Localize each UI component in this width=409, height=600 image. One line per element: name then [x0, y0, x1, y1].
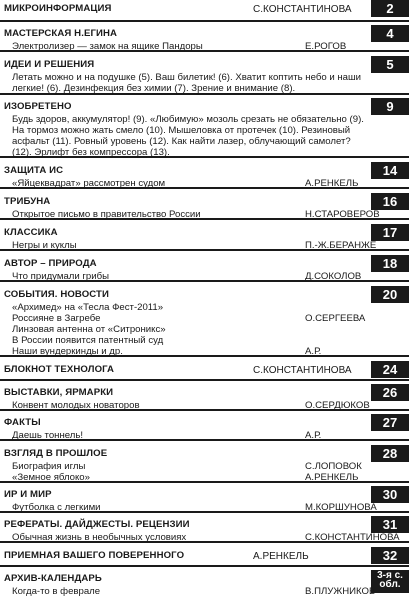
page-number: 24: [371, 361, 409, 378]
toc-section: [0, 286, 409, 357]
toc-section: [0, 25, 409, 52]
toc-section: [0, 98, 409, 158]
page-number: 9: [371, 98, 409, 115]
list-item: [12, 41, 369, 52]
page-number: 27: [371, 414, 409, 431]
toc-section: [0, 255, 409, 282]
page-number: 17: [371, 224, 409, 241]
list-item: [12, 302, 369, 313]
article-title: Футболка с легкими: [12, 502, 101, 513]
section-title: МИКРОИНФОРМАЦИЯ: [4, 3, 112, 14]
page-number: 3-я с. обл.: [371, 570, 409, 593]
section-title: ПРИЕМНАЯ ВАШЕГО ПОВЕРЕННОГО: [4, 550, 185, 561]
section-title: АРХИВ-КАЛЕНДАРЬ: [4, 573, 102, 584]
list-item: [12, 532, 400, 543]
list-item: [12, 346, 369, 357]
list-item: [12, 335, 369, 346]
article-title: Даешь тоннель!: [12, 430, 84, 441]
page-number: 2: [371, 0, 409, 17]
toc-section: [0, 486, 409, 513]
section-title: КЛАССИКА: [4, 227, 58, 238]
list-item: [12, 502, 377, 513]
toc-section: [0, 516, 409, 543]
toc-section: [0, 384, 409, 411]
list-item: [12, 271, 369, 282]
page-number: 20: [371, 286, 409, 303]
list-item: [12, 240, 377, 251]
section-author: С.КОНСТАНТИНОВА: [253, 4, 352, 15]
article-title: «Земное яблоко»: [12, 472, 90, 483]
page-number: 32: [371, 547, 409, 564]
toc-section: [0, 414, 409, 441]
toc-section: [0, 0, 409, 22]
article-title: Конвент молодых новаторов: [12, 400, 140, 411]
list-item: [12, 472, 369, 483]
article-title: Электролизер — замок на ящике Пандоры: [12, 41, 203, 52]
article-title: Линзовая антенна от «Ситроникс»: [12, 324, 166, 335]
article-author: Е.РОГОВ: [305, 41, 347, 52]
page-number: 4: [371, 25, 409, 42]
toc-section: [0, 224, 409, 251]
section-title: ФАКТЫ: [4, 417, 41, 428]
page-number: 31: [371, 516, 409, 533]
toc-section: [0, 162, 409, 189]
article-author: М.КОРШУНОВА: [305, 502, 377, 513]
list-item: [12, 178, 369, 189]
article-title: «Яйцеквадрат» рассмотрен судом: [12, 178, 166, 189]
article-title: Наши вундеркинды и др.: [12, 346, 123, 357]
article-author: А.Р.: [305, 346, 322, 357]
article-author: С.КОНСТАНТИНОВА: [305, 532, 400, 543]
list-item: [12, 324, 369, 335]
article-author: О.СЕРГЕЕВА: [305, 313, 366, 324]
article-author: А.РЕНКЕЛЬ: [305, 472, 359, 483]
list-item: [12, 430, 369, 441]
page-number: 26: [371, 384, 409, 401]
section-title: ИДЕИ И РЕШЕНИЯ: [4, 59, 95, 70]
page-number: 28: [371, 445, 409, 462]
section-title: ИР И МИР: [4, 489, 52, 500]
toc-section: [0, 193, 409, 220]
article-author: А.РЕНКЕЛЬ: [305, 178, 359, 189]
article-author: О.СЕРДЮКОВ: [305, 400, 370, 411]
toc-section: [0, 547, 409, 567]
section-paragraph: Летать можно и на подушке (5). Ваш билетик! (6). Хватит коптить небо и наши легкие! (6). Дезинфекция без химии (7). Зрение и внимание (8).: [12, 72, 362, 94]
article-title: Что придумали грибы: [12, 271, 109, 282]
article-title: Россияне в Загребе: [12, 313, 101, 324]
toc-section: [0, 361, 409, 381]
section-title: СОБЫТИЯ. НОВОСТИ: [4, 289, 110, 300]
article-title: «Архимед» на «Тесла Фест-2011»: [12, 302, 164, 313]
list-item: [12, 400, 369, 411]
section-title: МАСТЕРСКАЯ Н.ЕГИНА: [4, 28, 118, 39]
page-number: 14: [371, 162, 409, 179]
article-author: П.-Ж.БЕРАНЖЕ: [305, 240, 377, 251]
toc-section: [0, 56, 409, 95]
article-author: Н.СТАРОВЕРОВ: [305, 209, 380, 220]
section-paragraph: Будь здоров, аккумулятор! (9). «Любимую» мозоль срезать не обязательно (9). На тормоз можно жать смело (10). Мышеловка от протечек (10). Резиновый асфальт (11). Ровный уровень (12). Как найти лазер, облучающий самолет? (12). Эрлифт без компрессора (13).: [12, 114, 364, 158]
section-title: ТРИБУНА: [4, 196, 51, 207]
article-author: В.ПЛУЖНИКОВ: [305, 586, 376, 597]
article-title: Биография иглы: [12, 461, 86, 472]
page-number: 5: [371, 56, 409, 73]
list-item: [12, 586, 376, 597]
article-author: С.ЛОПОВОК: [305, 461, 362, 472]
list-item: [12, 209, 380, 220]
article-title: Когда-то в феврале: [12, 586, 101, 597]
toc-section: [0, 570, 409, 600]
section-author: С.КОНСТАНТИНОВА: [253, 365, 352, 376]
article-title: В России появится патентный суд: [12, 335, 164, 346]
section-author: А.РЕНКЕЛЬ: [253, 551, 309, 562]
article-author: Д.СОКОЛОВ: [305, 271, 362, 282]
section-title: ВЗГЛЯД В ПРОШЛОЕ: [4, 448, 108, 459]
section-title: БЛОКНОТ ТЕХНОЛОГА: [4, 364, 115, 375]
page-number: 18: [371, 255, 409, 272]
list-item: [12, 461, 369, 472]
article-title: Обычная жизнь в необычных условиях: [12, 532, 187, 543]
section-title: АВТОР – ПРИРОДА: [4, 258, 97, 269]
toc-section: [0, 445, 409, 483]
section-title: ЗАЩИТА ИС: [4, 165, 64, 176]
article-author: А.Р.: [305, 430, 322, 441]
list-item: [12, 313, 369, 324]
article-title: Открытое письмо в правительство России: [12, 209, 201, 220]
page-number: 30: [371, 486, 409, 503]
page-number: 16: [371, 193, 409, 210]
article-title: Негры и куклы: [12, 240, 77, 251]
section-title: РЕФЕРАТЫ. ДАЙДЖЕСТЫ. РЕЦЕНЗИИ: [4, 519, 190, 530]
section-title: ВЫСТАВКИ, ЯРМАРКИ: [4, 387, 114, 398]
section-title: ИЗОБРЕТЕНО: [4, 101, 72, 112]
